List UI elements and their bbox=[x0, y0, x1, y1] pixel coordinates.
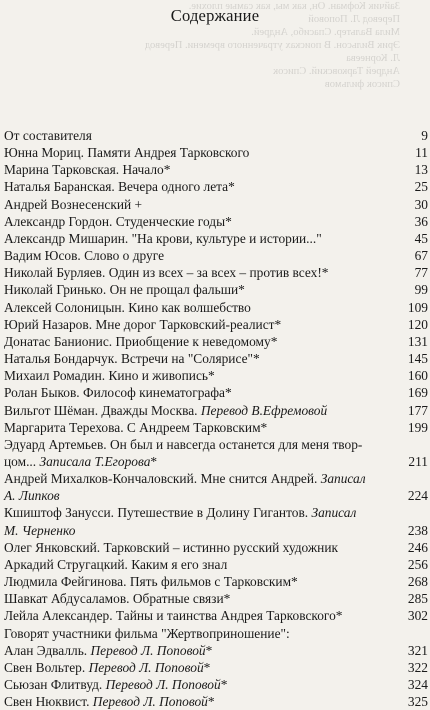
bleed-line: Эрик Вильсон. В поисках утраченного времени. Перевод bbox=[144, 40, 400, 51]
entry-translator: Записал bbox=[320, 471, 366, 487]
entry-second-line bbox=[4, 453, 396, 470]
entry-text: Вадим Юсов. Слово о друге bbox=[4, 248, 165, 264]
toc-entry-page: 77 bbox=[414, 265, 428, 281]
page-title: Содержание bbox=[170, 6, 260, 25]
entry-text: Говорят участники фильма "Жертвоприношение": bbox=[4, 625, 290, 641]
entry-translator: Перевод Л. Поповой bbox=[105, 677, 221, 692]
toc-entry-title bbox=[4, 196, 400, 213]
toc-entry[interactable] bbox=[4, 333, 428, 350]
entry-translator: Перевод Л. Поповой bbox=[90, 642, 206, 658]
toc-entry-title bbox=[4, 299, 400, 316]
toc-entry-title bbox=[4, 178, 400, 195]
toc-entry[interactable] bbox=[4, 178, 428, 195]
toc-entry-title bbox=[4, 573, 400, 590]
entry-text: Аркадий Стругацкий. Каким я его знал bbox=[4, 556, 228, 572]
toc-entry-title bbox=[4, 333, 400, 350]
entry-text: Юнна Мориц. Памяти Андрея Тарковского bbox=[4, 145, 250, 161]
entry-mark: * bbox=[150, 453, 158, 469]
toc-entry-page: 9 bbox=[421, 128, 428, 143]
bleed-line: Андрей Тарковский. Список bbox=[273, 66, 400, 77]
entry-text: Людмила Фейгинова. Пять фильмов с Тарковским* bbox=[4, 574, 298, 590]
toc-entry-title bbox=[4, 316, 400, 333]
entry-mark: * bbox=[220, 677, 228, 692]
toc-entry[interactable] bbox=[4, 659, 428, 676]
toc-entry-page: 99 bbox=[414, 282, 428, 298]
bleed-line: Зайчик Кофман. Он, как мы, как самые плохие. bbox=[188, 1, 400, 12]
toc-entry[interactable] bbox=[4, 230, 428, 247]
toc-entry-page: 145 bbox=[407, 351, 428, 367]
toc-entry-title bbox=[4, 264, 400, 281]
entry-text: Ролан Быков. Философ кинематографа* bbox=[4, 385, 232, 401]
toc-entry-page: 325 bbox=[407, 694, 428, 710]
entry-second-line bbox=[4, 487, 396, 504]
entry-text: Наталья Баранская. Вечера одного лета* bbox=[4, 179, 235, 195]
entry-text: Лейла Александер. Тайны и таинства Андрея Тарковского* bbox=[4, 608, 343, 624]
toc-entry-page: 211 bbox=[408, 453, 428, 469]
entry-text: Вильгот Шёман. Дважды Москва. bbox=[4, 402, 201, 418]
entry-mark: * bbox=[203, 659, 211, 675]
toc-entry-title bbox=[4, 161, 400, 178]
entry-text: Донатас Банионис. Приобщение к неведомому* bbox=[4, 333, 278, 349]
entry-text: Наталья Бондарчук. Встречи на "Солярисе"* bbox=[4, 351, 260, 367]
toc-entry-title bbox=[4, 144, 400, 161]
toc-entry-page: 109 bbox=[407, 299, 428, 315]
entry-text: Марина Тарковская. Начало* bbox=[4, 162, 171, 178]
bleed-line: Перевод Л. Поповой bbox=[308, 14, 400, 25]
toc-entry[interactable] bbox=[4, 281, 428, 298]
toc-entry[interactable] bbox=[4, 504, 428, 538]
toc-entry-title bbox=[4, 247, 400, 264]
entry-text: Александр Гордон. Студенческие годы* bbox=[4, 213, 232, 229]
toc-entry-page: 321 bbox=[407, 642, 428, 658]
bleed-line: Список фильмов bbox=[324, 79, 400, 90]
toc-entry[interactable] bbox=[4, 625, 428, 642]
entry-text: цом... bbox=[4, 453, 40, 469]
toc-entry-title bbox=[4, 230, 400, 247]
entry-credit: Записала Т.Егорова bbox=[39, 453, 151, 469]
entry-text: Андрей Михалков-Кончаловский. Мне снится Андрей. bbox=[4, 471, 321, 487]
toc-entry-page: 36 bbox=[414, 213, 428, 229]
toc-entry-title bbox=[4, 350, 400, 367]
entry-credit: М. Черненко bbox=[4, 522, 76, 538]
entry-text: Маргарита Терехова. С Андреем Тарковским* bbox=[4, 419, 268, 435]
toc-entry[interactable] bbox=[4, 196, 428, 213]
toc-entry-page: 177 bbox=[407, 402, 428, 418]
toc-entry-page: 45 bbox=[414, 230, 428, 246]
toc-entry-title bbox=[4, 659, 400, 676]
entry-translator: Перевод В.Ефремовой bbox=[200, 402, 328, 418]
toc-entry-page: 256 bbox=[407, 556, 428, 572]
toc-entry-page: 13 bbox=[414, 162, 428, 178]
entry-text: Олег Янковский. Тарковский – истинно русский художник bbox=[4, 539, 338, 555]
toc-entry-title bbox=[4, 402, 400, 419]
entry-credit: А. Липков bbox=[4, 488, 60, 504]
toc-entry[interactable] bbox=[4, 402, 428, 419]
entry-mark: * bbox=[205, 642, 213, 658]
toc-entry-title bbox=[4, 642, 400, 659]
toc-entry-page: 25 bbox=[414, 179, 428, 195]
toc-entry-page: 224 bbox=[407, 488, 428, 504]
toc-entry-page: 169 bbox=[407, 385, 428, 401]
entry-text: Юрий Назаров. Мне дорог Тарковский-реалист* bbox=[4, 316, 282, 332]
toc-entry-page: 11 bbox=[415, 145, 428, 161]
toc-entry-page: 131 bbox=[407, 333, 428, 349]
entry-text: Алан Эдвалль. bbox=[4, 642, 91, 658]
entry-mark: * bbox=[207, 694, 215, 710]
toc-entry-title bbox=[4, 693, 400, 710]
toc-entry-page: 238 bbox=[407, 522, 428, 538]
toc-entry[interactable] bbox=[4, 470, 428, 504]
toc-entry-page: 67 bbox=[414, 248, 428, 264]
toc-entry-page: 302 bbox=[407, 608, 428, 624]
toc-entry[interactable] bbox=[4, 213, 428, 230]
entry-text: Андрей Вознесенский + bbox=[4, 196, 143, 212]
toc-entry-title bbox=[4, 470, 400, 504]
entry-translator: Перевод Л. Поповой bbox=[88, 659, 204, 675]
entry-text: Кшиштоф Занусси. Путешествие в Долину Гигантов. bbox=[4, 505, 312, 521]
toc-entry-title bbox=[4, 556, 400, 573]
toc-entry[interactable] bbox=[4, 299, 428, 316]
toc-entry-title bbox=[4, 367, 400, 384]
toc-entry[interactable] bbox=[4, 367, 428, 384]
bleed-line: Мила Вальтер. Спасибо, Андрей. bbox=[251, 27, 400, 38]
bleed-line: Л. Корнеева bbox=[346, 53, 400, 64]
toc-entry-title bbox=[4, 281, 400, 298]
toc-entry[interactable] bbox=[4, 676, 428, 693]
toc-entry[interactable] bbox=[4, 316, 428, 333]
toc-entry[interactable] bbox=[4, 247, 428, 264]
entry-text: Шавкат Абдусаламов. Обратные связи* bbox=[4, 591, 231, 607]
toc-entry[interactable] bbox=[4, 642, 428, 659]
toc-entry-page: 30 bbox=[414, 196, 428, 212]
toc-entry-title bbox=[4, 590, 400, 607]
toc-entry-title bbox=[4, 436, 400, 470]
toc-entry-title bbox=[4, 384, 400, 401]
entry-translator: Записал bbox=[311, 505, 357, 521]
toc-entry-page: 322 bbox=[407, 659, 428, 675]
entry-text: Александр Мишарин. "На крови, культуре и истории..." bbox=[4, 230, 322, 246]
toc-entry-page: 285 bbox=[407, 591, 428, 607]
toc-entry-title bbox=[4, 607, 400, 624]
entry-text: Эдуард Артемьев. Он был и навсегда останется для меня твор- bbox=[4, 436, 363, 452]
toc-entry[interactable] bbox=[4, 127, 428, 144]
toc-entry-page: 120 bbox=[407, 316, 428, 332]
entry-text: Алексей Солоницын. Кино как волшебство bbox=[4, 299, 251, 315]
toc-entry[interactable] bbox=[4, 539, 428, 556]
entry-text: Свен Вольтер. bbox=[4, 659, 89, 675]
toc-entry[interactable] bbox=[4, 607, 428, 624]
toc-entry-page: 160 bbox=[407, 368, 428, 384]
toc-entry[interactable] bbox=[4, 573, 428, 590]
entry-text: Сьюзан Флитвуд. bbox=[4, 677, 106, 692]
toc-entry[interactable] bbox=[4, 693, 428, 710]
toc-entry[interactable] bbox=[4, 161, 428, 178]
entry-text: От составителя bbox=[4, 128, 92, 143]
toc-entry[interactable] bbox=[4, 384, 428, 401]
entry-text: Николай Гринько. Он не прощал фальши* bbox=[4, 282, 245, 298]
toc-entry[interactable] bbox=[4, 419, 428, 436]
entry-text: Николай Бурляев. Один из всех – за всех – против всех!* bbox=[4, 265, 329, 281]
table-of-contents bbox=[4, 127, 428, 710]
toc-entry-page: 324 bbox=[407, 677, 428, 692]
toc-entry-title bbox=[4, 127, 400, 144]
entry-translator: Перевод Л. Поповой bbox=[92, 694, 208, 710]
toc-entry[interactable] bbox=[4, 350, 428, 367]
entry-text: Свен Нюквист. bbox=[4, 694, 93, 710]
toc-entry-page: 246 bbox=[407, 539, 428, 555]
toc-entry-title bbox=[4, 419, 400, 436]
toc-entry[interactable] bbox=[4, 144, 428, 161]
toc-entry[interactable] bbox=[4, 436, 428, 470]
toc-entry[interactable] bbox=[4, 556, 428, 573]
toc-entry[interactable] bbox=[4, 264, 428, 281]
toc-entry-title bbox=[4, 213, 400, 230]
toc-entry-page: 268 bbox=[407, 574, 428, 590]
entry-second-line bbox=[4, 522, 396, 539]
toc-entry-title bbox=[4, 539, 400, 556]
toc-entry-title bbox=[4, 625, 400, 642]
toc-entry[interactable] bbox=[4, 590, 428, 607]
toc-entry-title bbox=[4, 676, 400, 693]
toc-entry-page: 199 bbox=[407, 419, 428, 435]
toc-entry-title bbox=[4, 504, 400, 538]
entry-text: Михаил Ромадин. Кино и живопись* bbox=[4, 368, 215, 384]
